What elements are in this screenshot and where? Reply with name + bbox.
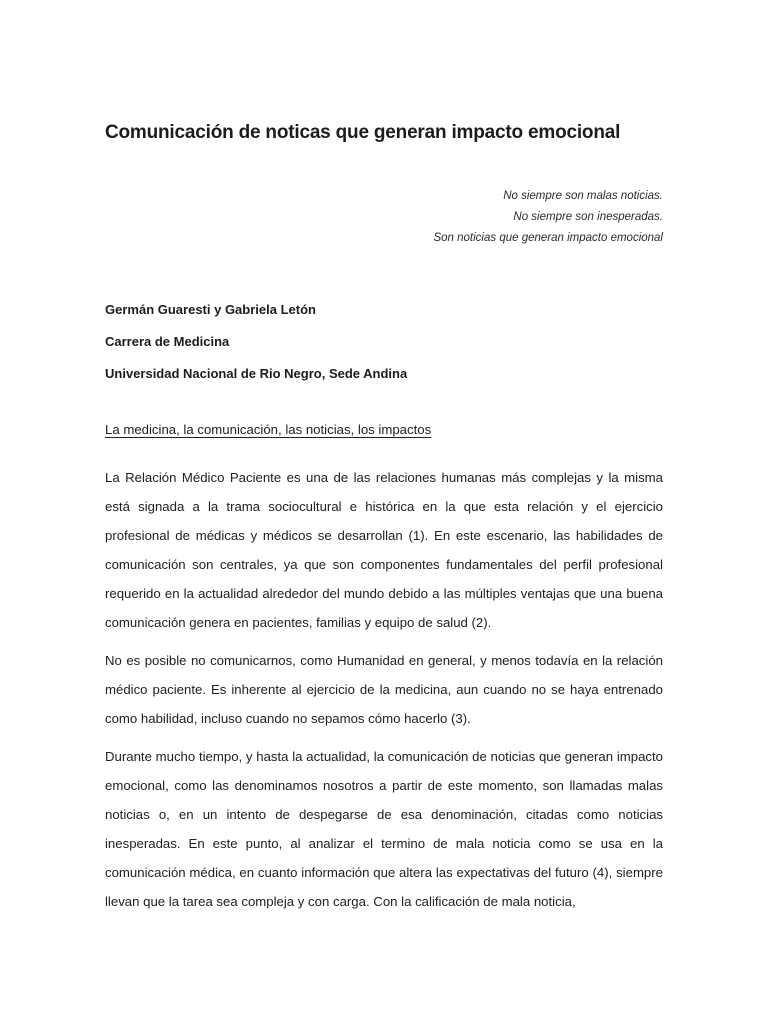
section-heading: La medicina, la comunicación, las noticias, los impactos — [105, 422, 432, 437]
author-career: Carrera de Medicina — [105, 334, 230, 349]
document-title: Comunicación de noticas que generan impacto emocional — [105, 122, 621, 143]
paragraph-1: La Relación Médico Paciente es una de las relaciones humanas más complejas y la misma está signada a la trama sociocultural e histórica en la que esta relación y el ejercicio profesional de médicas y médicos se desarrollan (1). En este escenario, las habilidades de comunicación son centrales, ya que son componentes fundamentales del perfil profesional requerido en la actualidad alrededor del mundo debido a las múltiples ventajas que una buena comunicación genera en pacientes, familias y equipo de salud (2). — [105, 470, 663, 630]
epigraph-line-2: No siempre son inesperadas. — [513, 211, 663, 223]
paragraph-2: No es posible no comunicarnos, como Humanidad en general, y menos todavía en la relación médico paciente. Es inherente al ejercicio de la medicina, aun cuando no se haya entrenado como habilidad, incluso cuando no sepamos cómo hacerlo (3). — [105, 653, 663, 726]
author-names: Germán Guaresti y Gabriela Letón — [105, 302, 316, 317]
epigraph-line-3: Son noticias que generan impacto emocional — [433, 232, 663, 244]
document-body — [105, 463, 663, 916]
epigraph — [105, 186, 663, 249]
epigraph-line-1: No siempre son malas noticias. — [503, 190, 663, 202]
paragraph-3: Durante mucho tiempo, y hasta la actualidad, la comunicación de noticias que generan impacto emocional, como las denominamos nosotros a partir de este momento, son llamadas malas noticias o, en un intento de despegarse de esa denominación, citadas como noticias inesperadas. En este punto, al analizar el termino de mala noticia como se usa en la comunicación médica, en cuanto información que altera las expectativas del futuro (4), siempre llevan que la tarea sea compleja y con carga. Con la calificación de mala noticia, — [105, 749, 663, 909]
author-university: Universidad Nacional de Rio Negro, Sede Andina — [105, 366, 408, 381]
author-block — [105, 301, 663, 383]
